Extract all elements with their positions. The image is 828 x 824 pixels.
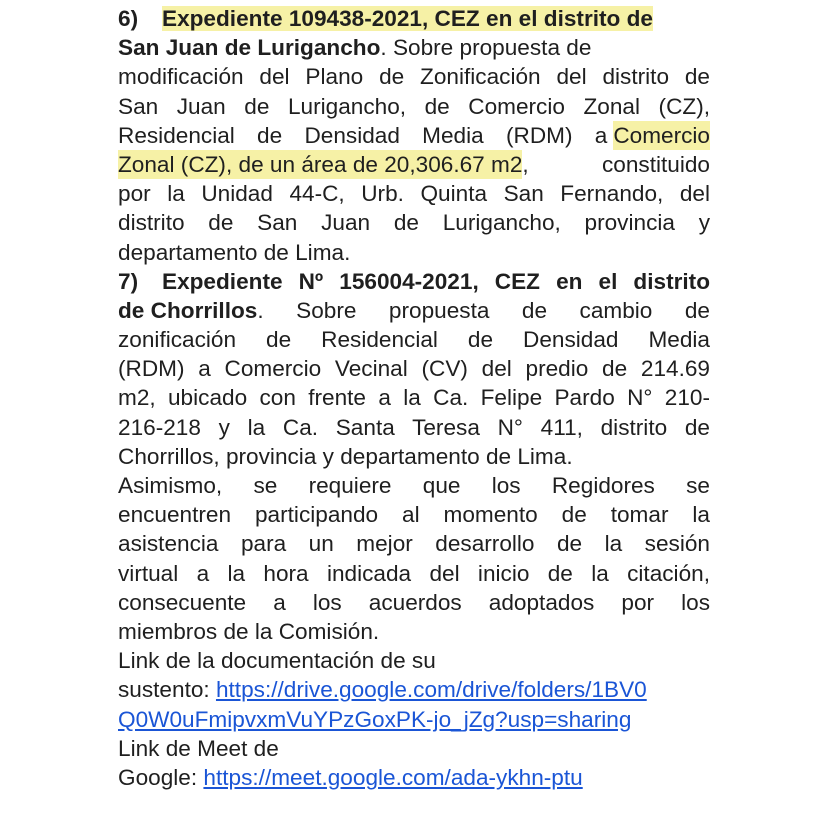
item6-line7: por la Unidad 44-C, Urb. Quinta San Fernando, del <box>118 181 710 207</box>
item7-line6: 216-218 y la Ca. Santa Teresa N° 411, distrito de <box>118 414 710 440</box>
item6-line4: San Juan de Lurigancho, de Comercio Zonal (CZ), <box>118 93 710 119</box>
closing-line4: virtual a la hora indicada del inicio de la citación, <box>118 560 710 586</box>
item6-line2-rest: . Sobre propuesta de <box>380 35 592 61</box>
drive-link-continued[interactable]: Q0W0uFmipvxmVuYPzGoxPK-jo_jZg?usp=sharing <box>118 706 632 732</box>
drive-link[interactable]: https://drive.google.com/drive/folders/1BV0 <box>215 677 647 703</box>
item7-line7: Chorrillos, provincia y departamento de Lima. <box>118 443 573 469</box>
meet-link-line: Google: https://meet.google.com/ada-ykhn-ptu <box>118 763 710 792</box>
item6-highlight-comercio: Comercio <box>613 121 710 150</box>
item7-line2: de Chorrillos . Sobre propuesta de cambio de <box>118 296 710 325</box>
document-body <box>118 4 710 792</box>
item6-title-highlight: Expediente 109438-2021, CEZ en el distrito de <box>162 6 653 31</box>
item7-line3: zonificación de Residencial de Densidad Media <box>118 327 710 353</box>
item6-line9: departamento de Lima. <box>118 239 351 265</box>
item7-line4: (RDM) a Comercio Vecinal (CV) del predio de 214.69 <box>118 356 710 382</box>
item6-title: 6) Expediente 109438-2021, CEZ en el distrito de <box>118 6 653 31</box>
closing-line2: encuentren participando al momento de tomar la <box>118 502 710 528</box>
item6-line6: Zonal (CZ), de un área de 20,306.67 m2 , constituido <box>118 150 710 179</box>
item7-title: 7) Expediente Nº 156004-2021, CEZ en el distrito <box>118 268 710 294</box>
item6-line2 <box>118 33 710 62</box>
item6-line3: modificación del Plano de Zonificación del distrito de <box>118 64 710 90</box>
docs-link-line2 <box>118 705 710 734</box>
item7-line5: m2, ubicado con frente a la Ca. Felipe Pardo N° 210- <box>118 385 710 411</box>
item6-district: San Juan de Lurigancho <box>118 35 381 61</box>
closing-line3: asistencia para un mejor desarrollo de la sesión <box>118 531 710 557</box>
closing-line6: miembros de la Comisión. <box>118 618 380 644</box>
item6-line8: distrito de San Juan de Lurigancho, provincia y <box>118 210 710 236</box>
closing-line1: Asimismo, se requiere que los Regidores se <box>118 473 710 498</box>
item6-line5: Residencial de Densidad Media (RDM) a Comercio <box>118 121 710 150</box>
docs-link-label: Link de la documentación de su <box>118 648 436 674</box>
item7-district: de Chorrillos <box>118 297 258 323</box>
docs-link-line1: sustento: https://drive.google.com/drive/folders/1BV0 <box>118 675 710 704</box>
item7-line1 <box>118 267 710 296</box>
item6-line1 <box>118 4 710 33</box>
item6-highlight-area: Zonal (CZ), de un área de 20,306.67 m2 <box>118 150 522 179</box>
meet-link-label: Link de Meet de <box>118 735 279 761</box>
meet-link[interactable]: https://meet.google.com/ada-ykhn-ptu <box>203 764 583 790</box>
closing-line5: consecuente a los acuerdos adoptados por los <box>118 589 710 615</box>
